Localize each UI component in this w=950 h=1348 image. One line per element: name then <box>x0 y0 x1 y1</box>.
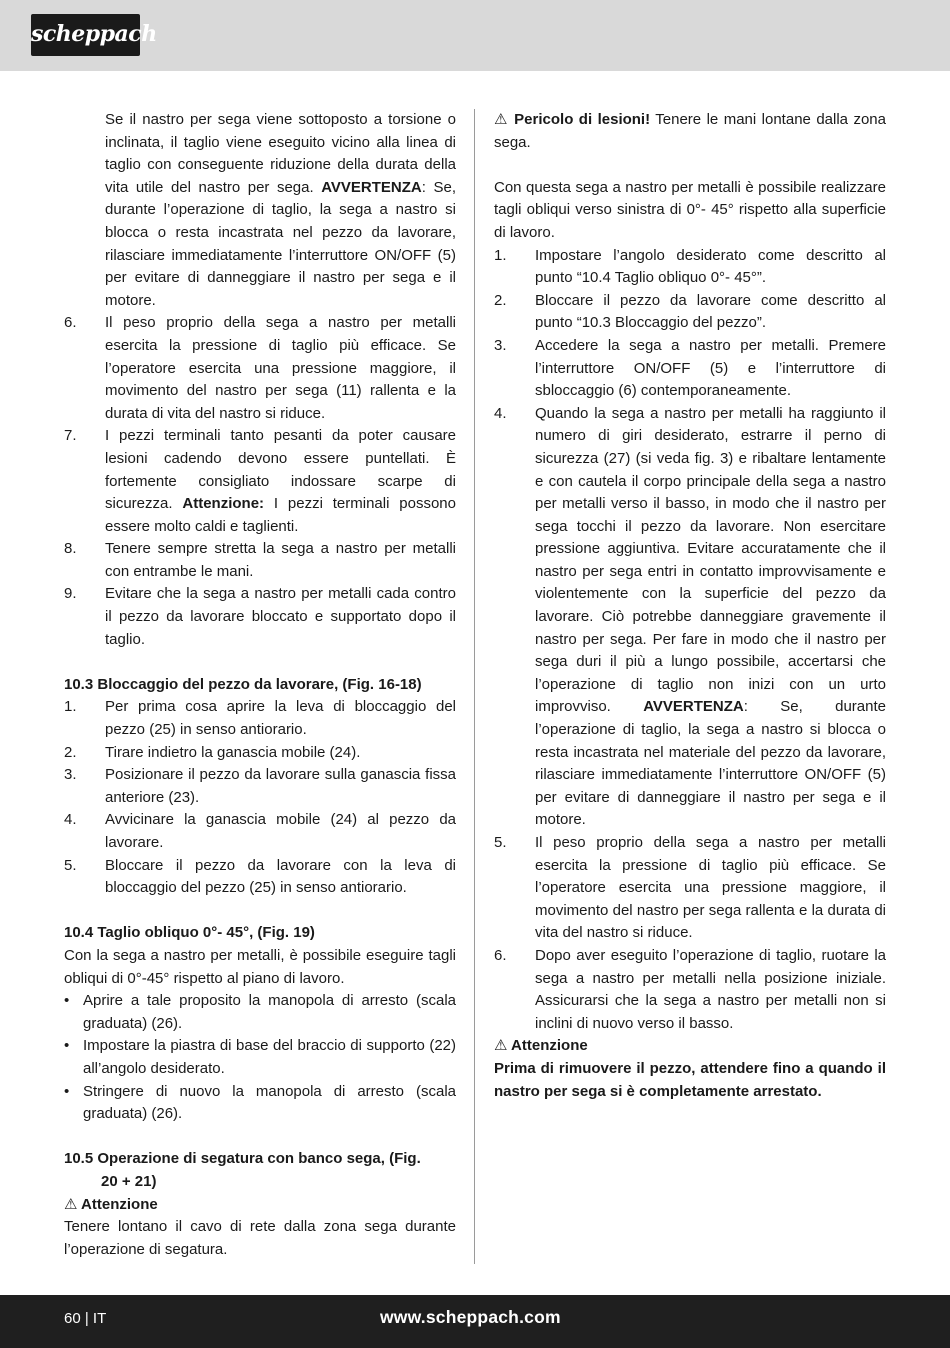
list-item: 3. Posizionare il pezzo da lavorare sulla ganascia fissa anteriore (23). <box>64 766 456 806</box>
warning-heading: ⚠ Attenzione <box>64 1195 158 1213</box>
list-item: 7. I pezzi terminali tanto pesanti da poter causare lesioni cadendo devono essere puntellati. È fortemente consigliato indossare scarpe di sicurezza. Attenzione: I pezzi terminali possono essere molto caldi e taglienti. <box>64 427 456 535</box>
list-item: 9. Evitare che la sega a nastro per metalli cada contro il pezzo da lavorare bloccato e supportato dopo il taglio. <box>64 585 456 648</box>
header-bar <box>0 0 950 71</box>
bullet-item: • Impostare la piastra di base del braccio di supporto (22) all’angolo desiderato. <box>64 1037 456 1077</box>
page-number: 60 | IT <box>64 1310 107 1327</box>
list-item: 4. Avvicinare la ganascia mobile (24) al pezzo da lavorare. <box>64 811 456 851</box>
section-heading-10-3: 10.3 Bloccaggio del pezzo da lavorare, (Fig. 16-18) <box>64 675 422 693</box>
section-heading-10-5: 10.5 Operazione di segatura con banco sega, (Fig. 20 + 21) <box>64 1150 421 1190</box>
website-link[interactable]: www.scheppach.com <box>380 1307 561 1327</box>
list-item: 2. Bloccare il pezzo da lavorare come descritto al punto “10.3 Bloccaggio del pezzo”. <box>494 291 886 332</box>
list-item: 5. Il peso proprio della sega a nastro per metalli esercita la pressione di taglio più efficace. Se l’operatore esercita una pressione maggiore, il movimento del nastro per sega rallenta e la durata di vita del nastro si riduce. <box>494 834 886 942</box>
bullet-item: • Aprire a tale proposito la manopola di arresto (scala graduata) (26). <box>64 992 456 1032</box>
warning-heading: ⚠ Attenzione <box>494 1037 588 1055</box>
danger-notice: ⚠ Pericolo di lesioni! Tenere le mani lontane dalla zona sega. <box>494 111 886 151</box>
list-item: 6. Dopo aver eseguito l’operazione di taglio, ruotare la sega a nastro per metalli nella posizione iniziale. Assicurarsi che la sega a nastro per metalli non si inclini di nuovo verso il basso. <box>494 946 886 1032</box>
continued-paragraph: Se il nastro per sega viene sottoposto a torsione o inclinata, il taglio viene eseguito vicino alla linea di taglio con conseguente riduzione della durata della vita utile del nastro per sega. AVVERTENZA: Se, durante l’operazione di taglio, la sega a nastro si blocca o resta incastrata nel pezzo da lavorare, rilasciare immediatamente l’interruttore ON/OFF (5) per evitare di danneggiare il nastro per sega e il motore. <box>105 111 456 309</box>
bullet-item: • Stringere di nuovo la manopola di arresto (scala graduata) (26). <box>64 1082 456 1123</box>
list-item: 2. Tirare indietro la ganascia mobile (24). <box>64 743 361 761</box>
list-item: 8. Tenere sempre stretta la sega a nastro per metalli con entrambe le mani. <box>64 540 456 580</box>
list-item: 1. Impostare l’angolo desiderato come descritto al punto “10.4 Taglio obliquo 0°- 45°”. <box>494 246 886 287</box>
section-intro: Con la sega a nastro per metalli, è possibile eseguire tagli obliqui di 0°-45° rispetto al piano di lavoro. <box>64 946 456 987</box>
section-intro: Con questa sega a nastro per metalli è possibile realizzare tagli obliqui verso sinistra di 0°- 45° rispetto alla superficie di lavoro. <box>494 178 886 241</box>
brand-logo: scheppach <box>31 14 140 56</box>
section-heading-10-4: 10.4 Taglio obliquo 0°- 45°, (Fig. 19) <box>64 924 315 942</box>
list-item: 5. Bloccare il pezzo da lavorare con la leva di bloccaggio del pezzo (25) in senso antiorario. <box>64 856 456 897</box>
left-column <box>64 109 456 1261</box>
warning-text: Tenere lontano il cavo di rete dalla zona sega durante l’operazione di segatura. <box>64 1218 456 1258</box>
column-divider <box>474 109 475 1264</box>
warning-text: Prima di rimuovere il pezzo, attendere fino a quando il nastro per sega si è completamente arrestato. <box>494 1059 886 1100</box>
list-item: 6. Il peso proprio della sega a nastro per metalli esercita la pressione di taglio più efficace. Se l’operatore esercita una pressione maggiore, il movimento del nastro per sega (11) rallenta e la durata di vita del nastro si riduce. <box>64 314 456 422</box>
list-item: 4. Quando la sega a nastro per metalli ha raggiunto il numero di giri desiderato, estrarre il perno di sicurezza (27) (si veda fig. 3) e ribaltare lentamente e con cautela il corpo principale della sega a nastro per metalli verso il basso, in modo che il nastro per sega tocchi il pezzo da lavorare. Non esercitare pressione aggiuntiva. Evitare accuratamente che il nastro per sega entri in contatto improvvisamente e violentemente con la superficie del pezzo da lavorare. Ciò potrebbe danneggiare gravemente il nastro per sega. Per fare in modo che il nastro per sega duri il più a lungo possibile, accertarsi che l’operazione di taglio non inizi con un urto improvviso. AVVERTENZA: Se, durante l’operazione di taglio, la sega a nastro si blocca o resta incastrata nel materiale del pezzo da lavorare, rilasciare immediatamente l’interruttore ON/OFF (5) per evitare di danneggiare il nastro per sega e il motore. <box>494 404 886 829</box>
list-item: 1. Per prima cosa aprire la leva di bloccaggio del pezzo (25) in senso antiorario. <box>64 698 456 739</box>
list-item: 3. Accedere la sega a nastro per metalli. Premere l’interruttore ON/OFF (5) e l’interruttore di sbloccaggio (6) contemporaneamente. <box>494 336 886 400</box>
footer-bar <box>0 1295 950 1348</box>
right-column <box>494 109 886 1103</box>
